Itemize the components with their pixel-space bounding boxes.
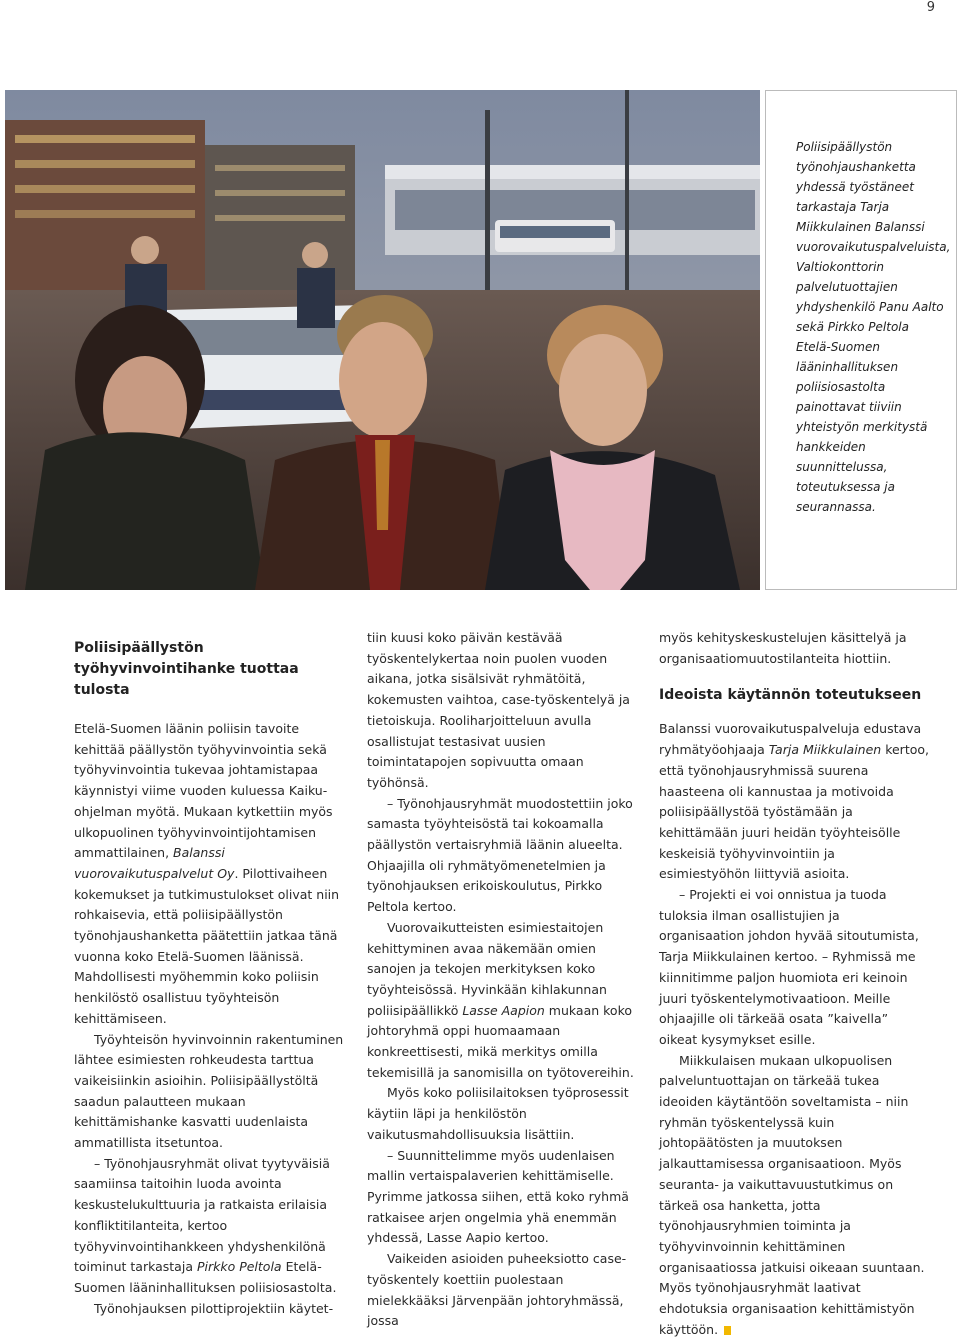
italic-name: Lasse Aapion bbox=[462, 1002, 545, 1018]
text-run: . Pilottivaiheen kokemukset ja tutkimustulokset olivat niin rohkaisevia, että poliisipäällystön työnohjaushanketta päätettiin jatkaa tänä vuonna koko Etelä-Suomen läänissä. Mahdollisesti myöhemmin koko poliisin henkilöstö osallistuu työyhteisön kehittämiseen. bbox=[74, 865, 340, 1026]
paragraph: Vaikeiden asioiden puheeksiotto case-työskentely koettiin puolestaan mielekkääksi Järvenpään johtoryhmässä, jossa bbox=[367, 1251, 627, 1329]
paragraph: tiin kuusi koko päivän kestävää työskentelykertaa noin puolen vuoden aikana, jotka sisälsivät ryhmätöitä, kokemusten vaihtoa, case-työskentelyä ja tietoiskuja. Rooliharjoitteluun avulla osallistujat testasivat uusien toimintatapojen sopivuutta omaan työhönsä. bbox=[367, 630, 630, 790]
caption-box bbox=[765, 90, 957, 590]
italic-name: Balanssi vuorovaikutuspalvelut Oy bbox=[74, 845, 235, 881]
column-2 bbox=[367, 628, 637, 1332]
text-run: Etelä-Suomen lääninhallituksen poliisiosastolta. bbox=[74, 1259, 337, 1295]
paragraph: myös kehityskeskustelujen käsittelyä ja organisaatiomuutostilanteita hiottiin. bbox=[659, 630, 907, 666]
text-run: mukaan koko johtoryhmä oppi huomaamaan konkreettisesti, mikä merkitys omilla tekemisillä ja sanomisilla on työtovereihin. bbox=[367, 1002, 634, 1080]
paragraph: Työyhteisön hyvinvoinnin rakentuminen lähtee esimiesten rohkeudesta tarttua vaikeisiinkin asioihin. Poliisipäällystöltä saadun palautteen mukaan kehittämishanke kasvatti uudenlaista ammatillista itsetuntoa. bbox=[74, 1031, 344, 1151]
paragraph: Työnohjauksen pilottiprojektiin käytet- bbox=[94, 1300, 334, 1316]
text-run: – Työnohjausryhmät olivat tyytyväisiä saamiinsa taitoihin luoda avointa keskustelukulttuuria ja ratkaista erilaisia konfliktitilanteita, kertoo työhyvinvointihankkeen yhdyshenkilönä toiminut tarkastaja bbox=[74, 1155, 330, 1275]
text-run: Miikkulaisen mukaan ulkopuolisen palveluntuottajan on tärkeää tukea ideoiden käytäntöön soveltamista – niin ryhmän työskentelyssä kuin johtopäätösten ja muutoksen jalkauttamisessa organisaatioon. Myös seuranta- ja vaikuttavuustutkimus on tärkeä osa hanketta, jotta työnohjausryhmien toiminta ja työhyvinvoinnin kehittäminen organisaatiossa jatkuisi oikeaan suuntaan. Myös työnohjausryhmät laativat ehdotuksia organisaation kehittämistyön käyttöön. bbox=[659, 1052, 925, 1337]
italic-name: Pirkko Peltola bbox=[196, 1259, 282, 1275]
paragraph: Myös koko poliisilaitoksen työprosessit käytiin läpi ja henkilöstön vaikutusmahdollisuuksia lisättiin. bbox=[367, 1085, 629, 1142]
section-heading: Ideoista käytännön toteutukseen bbox=[659, 687, 922, 704]
column-3 bbox=[659, 628, 929, 1341]
paragraph: – Suunnittelimme myös uudenlaisen mallin vertaispalaverien kehittämiselle. Pyrimme jatkossa siihen, että koko ryhmä ratkaisee arjen ongelmia yhä enemmän yhdessä, Lasse Aapio kertoo. bbox=[367, 1147, 629, 1246]
paragraph bbox=[659, 1051, 929, 1341]
end-mark-icon bbox=[724, 1326, 731, 1335]
text-run: Vuorovaikutteisten esimiestaitojen kehittyminen avaa näkemään omien sanojen ja tekojen merkityksen koko työyhteisössä. Hyvinkään kihlakunnan poliisipäällikkö bbox=[367, 919, 607, 1018]
photo-caption: Poliisipäällystön työnohjaushanketta yhdessä työstäneet tarkastaja Tarja Miikkulainen Balanssi vuorovaikutuspalveluista, Valtiokonttorin palvelutuottajien yhdyshenkilö Panu Aalto sekä Pirkko Peltola Etelä-Suomen lääninhallituksen poliisiosastolta painottavat tiiviin yhteistyön merkitystä hankkeiden suunnittelussa, toteutuksessa ja seurannassa. bbox=[796, 140, 951, 514]
paragraph bbox=[74, 719, 344, 1030]
text-run: kertoo, että työnohjausryhmissä suurena haasteena oli kannustaa ja motivoida poliisipäällystöä työstämään ja kehittämään juuri heidän työyhteisölle keskeisiä työhyvinvointiin ja esimiestyöhön liittyviä asioita. bbox=[659, 742, 929, 882]
column-1 bbox=[74, 628, 344, 1319]
article-title: Poliisipäällystön työhyvinvointihanke tuottaa tulosta bbox=[74, 640, 299, 698]
paragraph: – Projekti ei voi onnistua ja tuoda tuloksia ilman osallistujien ja organisaation johdon hyvää sitoutumista, Tarja Miikkulainen kertoo. – Ryhmissä me kiinnitimme paljon huomiota eri keinoin juuri työskentelymotivaatioon. Meille ohjaajille oli tärkeää osata ”kaivella” oikeat kysymykset esille. bbox=[659, 887, 919, 1047]
photo bbox=[5, 90, 760, 590]
paragraph bbox=[659, 719, 929, 885]
paragraph bbox=[367, 918, 637, 1084]
text-run: Balanssi vuorovaikutuspalveluja edustava ryhmätyöohjaaja bbox=[659, 721, 922, 758]
photo-three-people-street-icon bbox=[5, 90, 760, 590]
text-run: Etelä-Suomen läänin poliisin tavoite kehittää päällystön työhyvinvointia sekä työhyvinvointia tukevaa johtamistapaa käynnistyi viime vuoden kuluessa Kaiku-ohjelman myötä. Mukaan kytkettiin myös ulkopuolinen työhyvinvointijohtamisen ammattilainen, bbox=[74, 721, 333, 861]
page-number: 9 bbox=[926, 0, 935, 15]
paragraph: – Työnohjausryhmät muodostettiin joko samasta työyhteisöstä tai kokoamalla päällystön vertaisryhmiä läänin alueelta. Ohjaajilla oli ryhmätyömenetelmien ja työnohjauksen erikoiskoulutus, Pirkko Peltola kertoo. bbox=[367, 795, 633, 915]
italic-name: Tarja Miikkulainen bbox=[768, 742, 882, 758]
